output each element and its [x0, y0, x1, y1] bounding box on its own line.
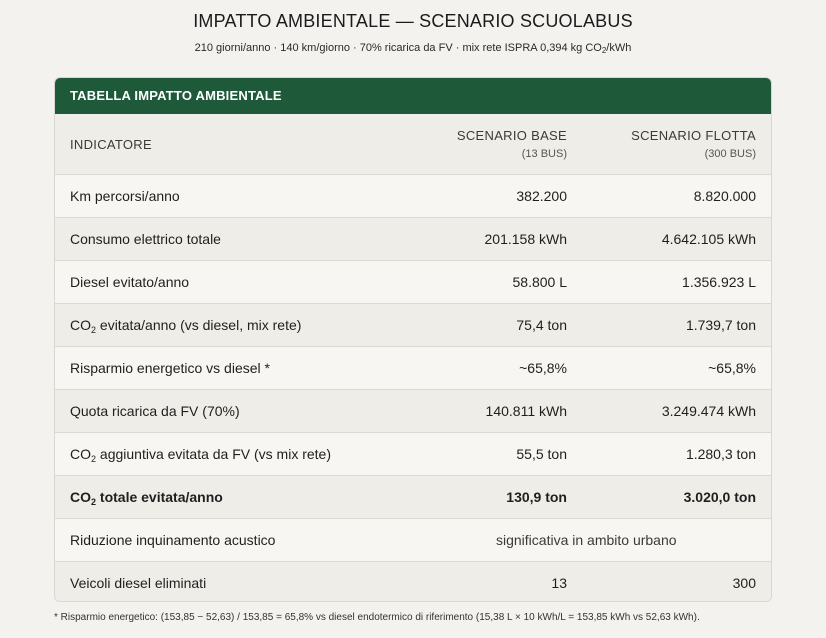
row-value-base: ~65,8%: [519, 360, 567, 376]
column-header-base: [457, 128, 567, 160]
column-header-base-label: SCENARIO BASE: [456, 128, 567, 143]
page-subtitle: [0, 42, 826, 55]
column-header-fleet-sub: (300 BUS): [704, 148, 756, 160]
row-value-base: 201.158 kWh: [484, 231, 567, 247]
row-value-fleet: 4.642.105 kWh: [661, 231, 756, 247]
row-label: Risparmio energetico vs diesel *: [70, 360, 270, 376]
table-row: [55, 175, 771, 218]
subtitle-unit: /kWh: [606, 42, 632, 54]
table-row: [55, 347, 771, 390]
row-value-base: 13: [551, 575, 567, 591]
subtitle-text: 210 giorni/anno · 140 km/giorno · 70% ricarica da FV · mix rete ISPRA 0,394 kg CO: [194, 42, 602, 54]
table-row: [55, 218, 771, 261]
row-value-base: 75,4 ton: [516, 317, 567, 333]
row-label: Km percorsi/anno: [70, 188, 180, 204]
column-header-row: [55, 114, 771, 175]
row-label: $CO_2$ aggiuntiva evitata da FV (vs mix rete): [70, 446, 332, 464]
table-row: [55, 433, 771, 476]
table-row-total: [55, 476, 771, 519]
row-label: $CO_2$ totale evitata/anno: [70, 489, 223, 507]
row-label: Consumo elettrico totale: [70, 231, 221, 247]
row-value-fleet: 1.356.923 L: [682, 274, 756, 290]
footnote: * Risparmio energetico: (153,85 − 52,63) / 153,85 = 65,8% vs diesel endotermico di riferimento (15,38 L × 10 kWh/L = 153,85 kWh vs 52,63 kWh).: [54, 612, 700, 623]
row-value-fleet: 300: [732, 575, 756, 591]
table-row: [55, 390, 771, 433]
row-label: Quota ricarica da FV (70%): [70, 403, 240, 419]
row-label: Riduzione inquinamento acustico: [70, 532, 276, 548]
column-header-indicator: INDICATORE: [70, 137, 152, 152]
row-value-fleet: 1.280,3 ton: [685, 446, 756, 462]
row-label: Diesel evitato/anno: [70, 274, 190, 290]
table-row: [55, 304, 771, 347]
row-value-fleet: 1.739,7 ton: [685, 317, 756, 333]
row-label: Veicoli diesel eliminati: [70, 575, 207, 591]
row-value-merged: significativa in ambito urbano: [496, 532, 677, 548]
table-row: [55, 562, 771, 602]
table-row-noise: [55, 519, 771, 562]
impact-table-card: [54, 77, 772, 602]
row-value-base: 140.811 kWh: [485, 403, 567, 419]
row-value-fleet: ~65,8%: [708, 360, 756, 376]
row-value-base: 382.200: [516, 188, 567, 204]
row-value-base: 55,5 ton: [516, 446, 567, 462]
table-header: TABELLA IMPATTO AMBIENTALE: [55, 78, 771, 114]
page-title: IMPATTO AMBIENTALE — SCENARIO SCUOLABUS: [193, 11, 633, 31]
subtitle-subscript: 2: [601, 46, 607, 55]
row-value-fleet: 3.249.474 kWh: [661, 403, 756, 419]
column-header-base-sub: (13 BUS): [521, 148, 567, 160]
row-value-base: 58.800 L: [512, 274, 567, 290]
row-value-fleet: 8.820.000: [693, 188, 756, 204]
table-row: [55, 261, 771, 304]
column-header-fleet-label: SCENARIO FLOTTA: [631, 128, 756, 143]
row-value-base: 130,9 ton: [506, 489, 567, 505]
row-label: $CO_2$ evitata/anno (vs diesel, mix rete): [70, 317, 302, 335]
row-value-fleet: 3.020,0 ton: [683, 489, 756, 505]
column-header-fleet: [631, 128, 756, 160]
